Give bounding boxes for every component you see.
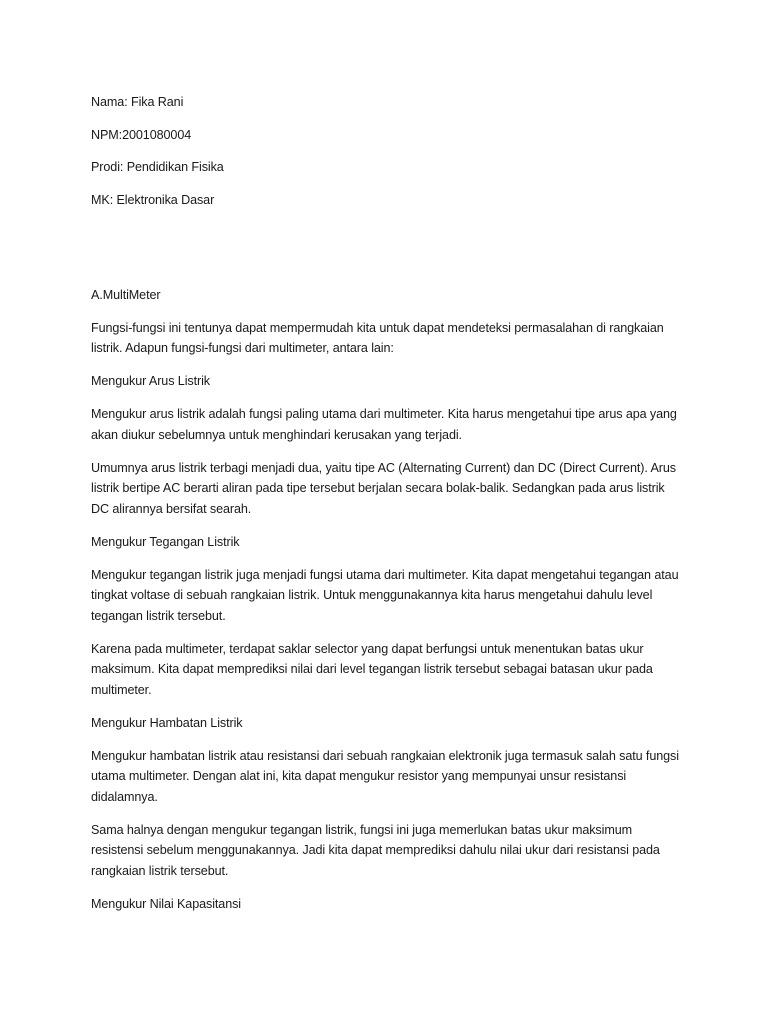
section-title: A.MultiMeter bbox=[91, 287, 161, 302]
spacer bbox=[91, 223, 681, 285]
heading-arus-listrik: Mengukur Arus Listrik bbox=[91, 374, 210, 389]
student-npm: NPM:2001080004 bbox=[91, 127, 192, 142]
intro-paragraph: Fungsi-fungsi ini tentunya dapat mempermudah kita untuk dapat mendeteksi permasalahan di rangkaian listrik. Adapun fungsi-fungsi dari multimeter, antara lain: bbox=[91, 320, 664, 356]
arus-paragraph-2: Umumnya arus listrik terbagi menjadi dua, yaitu tipe AC (Alternating Current) dan DC (Direct Current). Arus listrik bertipe AC berarti aliran pada tipe tersebut berjalan secara bolak-balik. Sedangkan pada arus listrik DC alirannya bersifat searah. bbox=[91, 460, 676, 516]
arus-paragraph-1: Mengukur arus listrik adalah fungsi paling utama dari multimeter. Kita harus mengetahui tipe arus apa yang akan diukur sebelumnya untuk menghindari kerusakan yang terjadi. bbox=[91, 407, 677, 442]
student-prodi: Prodi: Pendidikan Fisika bbox=[91, 160, 224, 175]
heading-nilai-kapasitansi: Mengukur Nilai Kapasitansi bbox=[91, 896, 242, 911]
hambatan-paragraph-1: Mengukur hambatan listrik atau resistansi dari sebuah rangkaian elektronik juga termasuk salah satu fungsi utama multimeter. Dengan alat ini, kita dapat mengukur resistor yang mempunyai unsur resistansi didalamnya. bbox=[91, 748, 679, 804]
course-name: MK: Elektronika Dasar bbox=[91, 193, 215, 208]
hambatan-paragraph-2: Sama halnya dengan mengukur tegangan listrik, fungsi ini juga memerlukan batas ukur maksimum resistensi sebelum menggunakannya. Jadi kita dapat memprediksi dahulu nilai ukur dari resistansi pada rangkaian listrik tersebut. bbox=[91, 822, 660, 878]
tegangan-paragraph-1: Mengukur tegangan listrik juga menjadi fungsi utama dari multimeter. Kita dapat mengetahui tegangan atau tingkat voltase di sebuah rangkaian listrik. Untuk menggunakannya kita harus mengetahui dahulu level tegangan listrik tersebut. bbox=[91, 567, 679, 623]
student-name: Nama: Fika Rani bbox=[91, 95, 184, 109]
tegangan-paragraph-2: Karena pada multimeter, terdapat saklar selector yang dapat berfungsi untuk menentukan batas ukur maksimum. Kita dapat memprediksi nilai dari level tegangan listrik tersebut sebagai batasan ukur pada multimeter. bbox=[91, 641, 653, 697]
heading-hambatan-listrik: Mengukur Hambatan Listrik bbox=[91, 715, 243, 730]
heading-tegangan-listrik: Mengukur Tegangan Listrik bbox=[91, 534, 240, 549]
document-body bbox=[91, 92, 681, 927]
